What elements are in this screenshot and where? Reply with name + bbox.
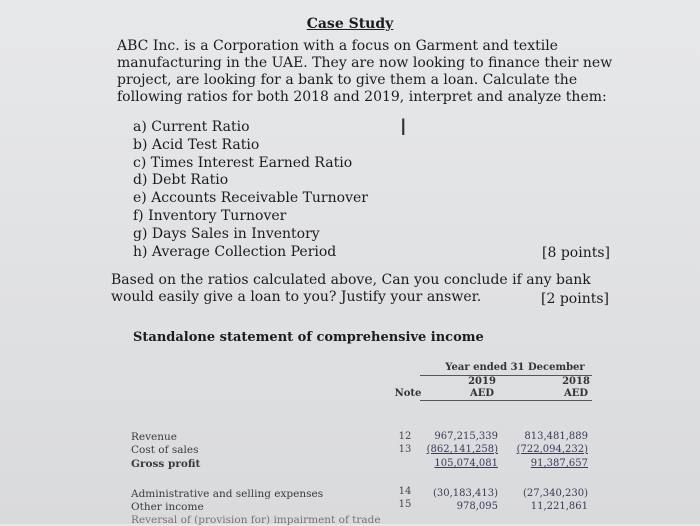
statement-title: Standalone statement of comprehensive income bbox=[133, 330, 484, 345]
row-value-2019: 967,215,339 bbox=[434, 431, 498, 442]
row-value-2019: 978,095 bbox=[456, 501, 498, 512]
year-ended-header: Year ended 31 December bbox=[445, 362, 585, 373]
row-value-2019: (862,141,258) bbox=[426, 444, 498, 455]
ratio-item: c) Times Interest Earned Ratio bbox=[133, 154, 353, 171]
ratio-item: h) Average Collection Period bbox=[133, 243, 337, 260]
ratio-list bbox=[133, 119, 368, 261]
case-study-title: Case Study bbox=[306, 16, 394, 32]
row-note: 12 bbox=[398, 431, 412, 442]
col-2019-unit: AED bbox=[469, 388, 495, 399]
text-cursor-icon: I bbox=[400, 116, 407, 141]
ratio-item: b) Acid Test Ratio bbox=[133, 136, 260, 153]
row-value-2019: (30,183,413) bbox=[432, 488, 498, 499]
row-label: Administrative and selling expenses bbox=[131, 488, 324, 500]
intro-paragraph: ABC Inc. is a Corporation with a focus on Garment and textile manufacturing in the UAE. They are now looking to finance their new project, are looking for a bank to give them a loan. Calculate the following ratios for both 2018 and 2019, interpret and analyze them: bbox=[117, 38, 613, 105]
col-2018-unit: AED bbox=[563, 388, 589, 399]
row-note: 13 bbox=[398, 444, 412, 455]
row-value-2018: (722,094,232) bbox=[516, 444, 588, 455]
row-note: 14 bbox=[398, 486, 412, 497]
ratio-item: e) Accounts Receivable Turnover bbox=[133, 190, 368, 207]
header-bottom-rule bbox=[420, 400, 592, 401]
question-points: [2 points] bbox=[541, 291, 609, 307]
row-label: Gross profit bbox=[131, 458, 201, 470]
ratio-item: d) Debt Ratio bbox=[133, 172, 229, 189]
col-2018-header: 2018 bbox=[562, 376, 590, 387]
row-value-2018: 11,221,861 bbox=[530, 501, 588, 512]
note-header: Note bbox=[394, 388, 422, 399]
ratio-item: f) Inventory Turnover bbox=[133, 207, 287, 224]
row-label: Revenue bbox=[131, 431, 178, 443]
row-label: Cost of sales bbox=[131, 444, 199, 456]
ratios-points: [8 points] bbox=[542, 245, 610, 261]
question-paragraph: Based on the ratios calculated above, Can you conclude if any bank would easily give a loan to you? Justify your answer. bbox=[111, 272, 591, 305]
ratio-item: a) Current Ratio bbox=[133, 119, 250, 135]
col-2019-header: 2019 bbox=[468, 376, 496, 387]
row-value-2018: 91,387,657 bbox=[530, 458, 588, 469]
row-label: Other income bbox=[131, 501, 204, 513]
row-value-2019: 105,074,081 bbox=[434, 458, 498, 469]
ratio-item: g) Days Sales in Inventory bbox=[133, 225, 320, 242]
row-note: 15 bbox=[398, 499, 412, 510]
row-value-2018: (27,340,230) bbox=[522, 488, 588, 499]
row-value-2018: 813,481,889 bbox=[524, 431, 588, 442]
row-label: Reversal of (provision for) impairment of trade bbox=[131, 514, 381, 526]
